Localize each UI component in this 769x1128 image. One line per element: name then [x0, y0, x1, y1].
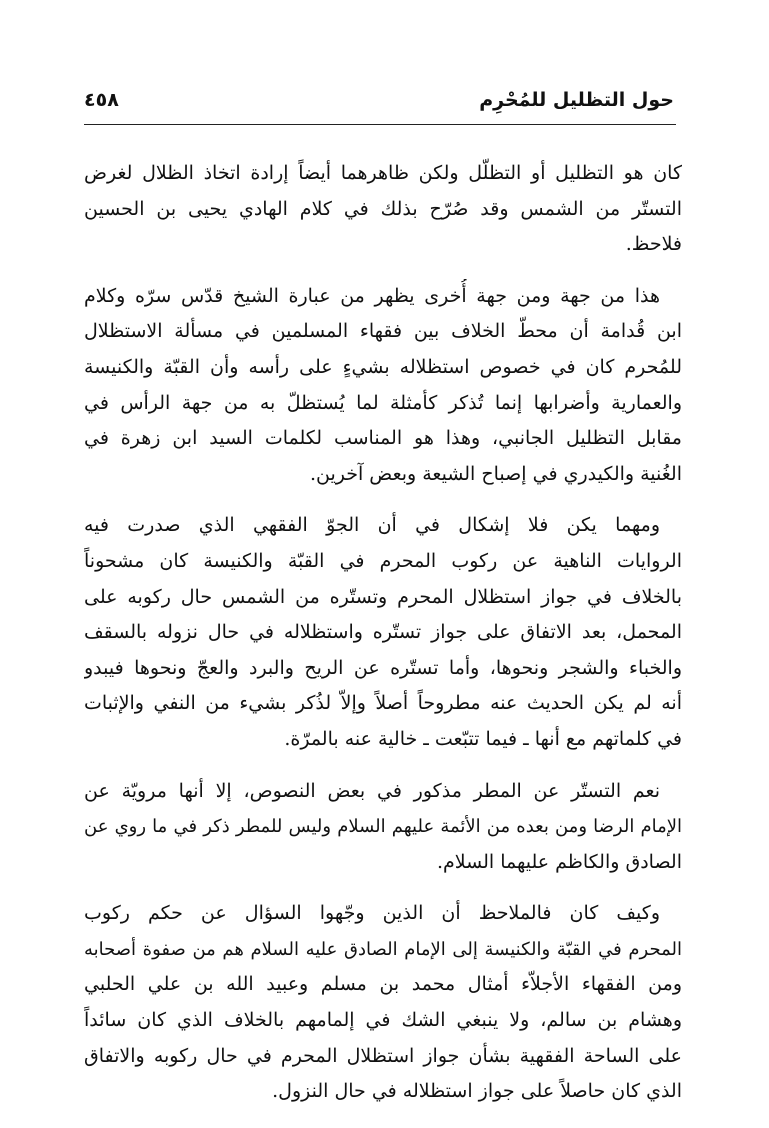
text-line: الروايات الناهية عن ركوب المحرم في القبّة والكنيسة كان مشحوناً: [84, 549, 682, 572]
paragraph-2: [84, 279, 682, 493]
text-line: فلاحظ.: [625, 233, 682, 256]
paragraph-4: [84, 774, 682, 881]
text-line: الصادق والكاظم عليهما السلام.: [437, 850, 682, 873]
text-line: والخباء والشجر ونحوها، وأما تستّره عن الريح والبرد والعجّ ونحوها فيبدو: [84, 656, 682, 679]
text-line: والعمارية وأضرابها إنما تُذكر كأمثلة لما يُستظلّ به من جهة الرأس في: [84, 391, 682, 414]
text-line: هذا من جهة ومن جهة أُخرى يظهر من عبارة الشيخ قدّس سرّه وكلام: [84, 284, 660, 307]
text-line: مقابل التظليل الجانبي، وهذا هو المناسب لكلمات السيد ابن زهرة في: [84, 427, 682, 450]
page-number: ٤٥٨: [84, 89, 119, 111]
text-line: ومن الفقهاء الأجلاّء أمثال محمد بن مسلم وعبيد الله بن علي الحلبي: [84, 973, 682, 996]
text-line: بالخلاف في جواز استظلال المحرم وتستّره من الشمس حال ركوبه على: [84, 585, 682, 608]
paragraph-5: [84, 896, 682, 1110]
header-rule: [84, 124, 676, 125]
running-head: [84, 86, 674, 116]
text-line: كان هو التظليل أو التظلّل ولكن ظاهرهما أيضاً إرادة اتخاذ الظلال لغرض: [84, 162, 682, 184]
text-line: ابن قُدامة أن محطّ الخلاف بين فقهاء المسلمين في مسألة الاستظلال: [84, 320, 682, 343]
text-line: على الساحة الفقهية بشأن جواز استظلال المحرم في حال ركوبه والاتفاق: [84, 1044, 682, 1067]
text-line: المحمل، بعد الاتفاق على جواز تستّره واستظلاله في حال نزوله بالسقف: [84, 621, 682, 644]
text-line: للمُحرم كان في خصوص استظلاله بشيءٍ على رأسه وأن القبّة والكنيسة: [84, 355, 682, 378]
body-text: [84, 156, 682, 1126]
text-line: الغُنية والكيدري في إصباح الشيعة وبعض آخرين.: [309, 462, 682, 485]
text-line: المحرم في القبّة والكنيسة إلى الإمام الصادق عليه السلام هم من صفوة أصحابه: [84, 938, 682, 960]
running-title: حول التظليل للمُحْرِم: [479, 89, 674, 111]
text-line: وهشام بن سالم، ولا ينبغي الشك في إلمامهم بالخلاف الذي كان سائداً: [84, 1009, 682, 1032]
paragraph-1: [84, 156, 682, 263]
text-line: الإمام الرضا ومن بعده من الأئمة عليهم السلام وليس للمطر ذكر في ما روي عن: [84, 816, 682, 838]
text-line: أنه لم يكن الحديث عنه مطروحاً أصلاً وإلاّ لذُكر بشيء من النفي والإثبات: [84, 692, 682, 715]
text-line: وكيف كان فالملاحظ أن الذين وجّهوا السؤال عن حكم ركوب: [84, 902, 660, 925]
text-line: الذي كان حاصلاً على جواز استظلاله في حال النزول.: [272, 1080, 682, 1103]
text-line: التستّر من الشمس وقد صُرّح بذلك في كلام الهادي يحيى بن الحسين: [84, 197, 682, 220]
text-line: نعم التستّر عن المطر مذكور في بعض النصوص، إلا أنها مرويّة عن: [84, 779, 660, 802]
text-line: في كلماتهم مع أنها ـ فيما تتبّعت ـ خالية عنه بالمرّة.: [284, 727, 682, 750]
paragraph-3: [84, 508, 682, 757]
text-line: ومهما يكن فلا إشكال في أن الجوّ الفقهي الذي صدرت فيه: [84, 514, 660, 537]
